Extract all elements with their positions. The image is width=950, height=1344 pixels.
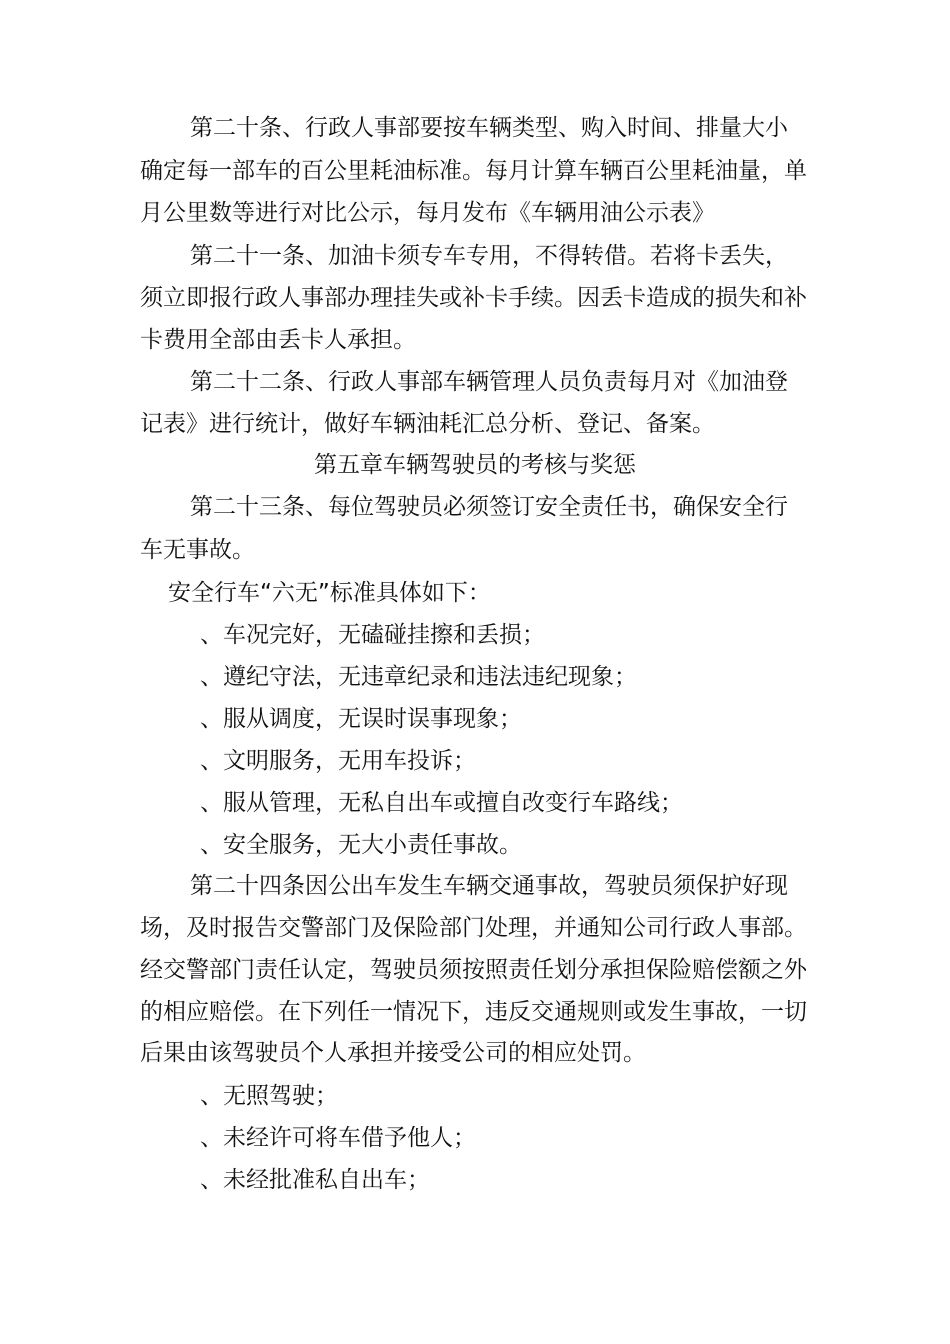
article-21-line-1: 第二十一条、加油卡须专车专用，不得转借。若将卡丢失， [190, 243, 788, 269]
list-item: 、无照驾驶； [200, 1083, 338, 1109]
chapter-heading: 第五章车辆驾驶员的考核与奖惩 [314, 452, 636, 478]
list-item: 、服从管理，无私自出车或擅自改变行车路线； [200, 790, 683, 816]
article-24-line-5: 后果由该驾驶员个人承担并接受公司的相应处罚。 [140, 1040, 646, 1066]
article-22-line-1: 第二十二条、行政人事部车辆管理人员负责每月对《加油登 [190, 369, 788, 395]
article-24-line-2: 场，及时报告交警部门及保险部门处理，并通知公司行政人事部。 [140, 915, 807, 941]
article-21-line-2: 须立即报行政人事部办理挂失或补卡手续。因丢卡造成的损失和补 [140, 285, 807, 311]
list-item: 、服从调度，无误时误事现象； [200, 706, 522, 732]
six-no-standard-intro: 安全行车“六无”标准具体如下： [168, 580, 491, 606]
article-23-line-1: 第二十三条、每位驾驶员必须签订安全责任书，确保安全行 [190, 494, 788, 520]
article-24-line-3: 经交警部门责任认定，驾驶员须按照责任划分承担保险赔偿额之外 [140, 957, 807, 983]
list-item: 、未经批准私自出车； [200, 1167, 430, 1193]
article-24-line-1: 第二十四条因公出车发生车辆交通事故，驾驶员须保护好现 [190, 873, 788, 899]
list-item: 、车况完好，无磕碰挂擦和丢损； [200, 622, 545, 648]
list-item: 、文明服务，无用车投诉； [200, 748, 476, 774]
list-item: 、未经许可将车借予他人； [200, 1125, 476, 1151]
article-21-line-3: 卡费用全部由丢卡人承担。 [140, 327, 416, 353]
list-item: 、安全服务，无大小责任事故。 [200, 832, 522, 858]
article-22-line-2: 记表》进行统计，做好车辆油耗汇总分析、登记、备案。 [140, 411, 715, 437]
article-20-line-2: 确定每一部车的百公里耗油标准。每月计算车辆百公里耗油量，单 [140, 158, 807, 184]
list-item: 、遵纪守法，无违章纪录和违法违纪现象； [200, 664, 637, 690]
article-24-line-4: 的相应赔偿。在下列任一情况下，违反交通规则或发生事故，一切 [140, 999, 807, 1025]
article-23-line-2: 车无事故。 [140, 537, 255, 563]
article-20-line-1: 第二十条、行政人事部要按车辆类型、购入时间、排量大小 [190, 115, 788, 141]
article-20-line-3: 月公里数等进行对比公示，每月发布《车辆用油公示表》 [140, 200, 715, 226]
